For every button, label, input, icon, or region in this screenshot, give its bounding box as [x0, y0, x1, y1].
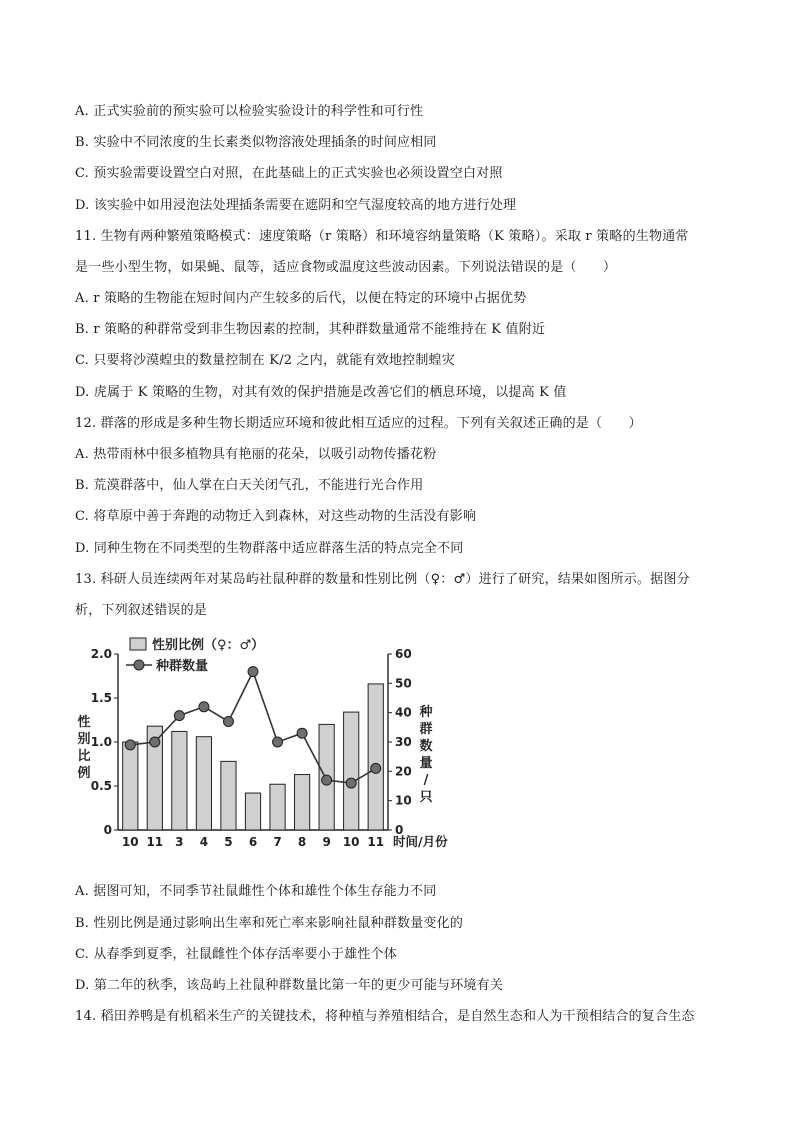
sex-ratio-bar — [294, 775, 309, 830]
right-tick-label: 50 — [395, 676, 412, 691]
question-stem: 14. 稻田养鸭是有机稻米生产的关键技术，将种植与养殖相结合，是自然生态和人为干预相结合的复合生态 — [75, 1009, 695, 1024]
right-tick-label: 10 — [395, 793, 412, 808]
option-line: A. 据图可知，不同季节社鼠雌性个体和雄性个体生存能力不同 — [75, 884, 437, 899]
x-tick-label: 4 — [199, 835, 209, 849]
x-tick-label: 8 — [297, 835, 307, 849]
population-point — [125, 740, 135, 750]
right-tick-label: 30 — [395, 735, 412, 749]
question-stem: 12. 群落的形成是多种生物长期适应环境和彼此相互适应的过程。下列有关叙述正确的是（ ） — [75, 416, 642, 431]
x-tick-label: 11 — [146, 835, 164, 849]
option-line: B. 荒漠群落中，仙人掌在白天关闭气孔，不能进行光合作用 — [75, 478, 424, 493]
right-axis-label-char: 数 — [419, 739, 433, 754]
option-line: A. 正式实验前的预实验可以检验实验设计的科学性和可行性 — [75, 104, 424, 119]
population-point — [322, 775, 332, 785]
option-line: C. 将草原中善于奔跑的动物迁入到森林，对这些动物的生活没有影响 — [75, 509, 477, 524]
population-point — [371, 763, 381, 773]
population-point — [346, 778, 356, 788]
right-tick-label: 60 — [395, 647, 412, 661]
question-stem: 是一些小型生物，如果蝇、鼠等，适应食物或温度这些波动因素。下列说法错误的是（ ） — [75, 260, 617, 275]
option-line: B. 性别比例是通过影响出生率和死亡率来影响社鼠种群数量变化的 — [75, 916, 464, 931]
x-axis-label: 时间/月份 — [393, 834, 448, 849]
legend-bar-swatch — [130, 638, 146, 650]
option-line: D. 虎属于 K 策略的生物，对其有效的保护措施是改善它们的栖息环境，以提高 K 值 — [75, 385, 567, 400]
right-axis-label-char: / — [423, 773, 429, 788]
right-axis-label-char: 只 — [419, 790, 433, 805]
x-tick-label: 5 — [224, 835, 233, 849]
right-tick-label: 20 — [395, 764, 412, 779]
option-line: C. 预实验需要设置空白对照，在此基础上的正式实验也必须设置空白对照 — [75, 166, 503, 181]
population-point — [174, 711, 184, 721]
left-tick-label: 1.0 — [90, 735, 112, 749]
option-line: D. 同种生物在不同类型的生物群落中适应群落生活的特点完全不同 — [75, 541, 464, 556]
sex-ratio-bar — [368, 684, 383, 830]
option-line: D. 该实验中如用浸泡法处理插条需要在遮阴和空气湿度较高的地方进行处理 — [75, 198, 517, 213]
option-line: D. 第二年的秋季，该岛屿上社鼠种群数量比第一年的更少可能与环境有关 — [75, 978, 504, 993]
x-tick-label: 6 — [248, 835, 258, 849]
population-point — [199, 702, 209, 712]
legend-line-label: 种群数量 — [156, 659, 209, 674]
population-point — [273, 737, 283, 747]
x-tick-label: 10 — [121, 835, 139, 849]
sex-ratio-bar — [221, 761, 236, 830]
right-tick-label: 0 — [395, 823, 404, 837]
question-stem: 11. 生物有两种繁殖策略模式：速度策略（r 策略）和环境容纳量策略（K 策略）。采取 r 策略的生物通常 — [75, 229, 689, 244]
left-tick-label: 0 — [103, 823, 112, 837]
option-line: C. 从春季到夏季，社鼠雌性个体存活率要小于雄性个体 — [75, 947, 397, 962]
x-tick-label: 7 — [273, 835, 282, 849]
population-point — [150, 737, 160, 747]
option-line: C. 只要将沙漠蝗虫的数量控制在 K/2 之内，就能有效地控制蝗灾 — [75, 353, 455, 368]
x-tick-label: 3 — [175, 835, 184, 849]
population-line — [130, 672, 375, 783]
left-axis-label-char: 别 — [77, 732, 91, 747]
sex-ratio-bar — [245, 793, 260, 830]
legend-bar-label: 性别比例（♀：♂） — [152, 638, 265, 653]
right-axis-label-char: 种 — [419, 705, 433, 720]
sex-ratio-bar — [270, 784, 285, 830]
chart-svg — [70, 628, 470, 858]
population-chart — [70, 628, 470, 858]
option-line: A. 热带雨林中很多植物具有艳丽的花朵，以吸引动物传播花粉 — [75, 447, 437, 462]
legend-point-swatch — [134, 660, 144, 670]
sex-ratio-bar — [196, 737, 211, 830]
x-tick-label: 9 — [322, 835, 331, 849]
population-point — [223, 716, 233, 726]
left-axis-label-char: 例 — [77, 766, 91, 781]
left-axis-label-char: 比 — [77, 749, 91, 764]
option-line: A. r 策略的生物能在短时间内产生较多的后代，以便在特定的环境中占据优势 — [75, 291, 527, 306]
option-line: B. 实验中不同浓度的生长素类似物溶液处理插条的时间应相同 — [75, 135, 437, 150]
option-line: B. r 策略的种群常受到非生物因素的控制，其种群数量通常不能维持在 K 值附近 — [75, 322, 546, 337]
question-stem: 析，下列叙述错误的是 — [75, 603, 208, 618]
question-stem: 13. 科研人员连续两年对某岛屿社鼠种群的数量和性别比例（♀：♂）进行了研究，结果如图所示。据图分 — [75, 572, 690, 587]
x-tick-label: 11 — [367, 835, 385, 849]
right-axis-label-char: 群 — [419, 722, 433, 737]
x-tick-label: 10 — [342, 835, 360, 849]
left-tick-label: 1.5 — [90, 691, 112, 705]
left-tick-label: 2.0 — [90, 647, 112, 661]
sex-ratio-bar — [123, 742, 138, 830]
population-point — [248, 667, 258, 677]
sex-ratio-bar — [344, 712, 359, 830]
population-point — [297, 728, 307, 738]
left-axis-label-char: 性 — [77, 715, 91, 730]
right-axis-label-char: 量 — [419, 756, 433, 771]
sex-ratio-bar — [172, 731, 187, 830]
right-tick-label: 40 — [395, 705, 412, 720]
left-tick-label: 0.5 — [90, 779, 112, 793]
